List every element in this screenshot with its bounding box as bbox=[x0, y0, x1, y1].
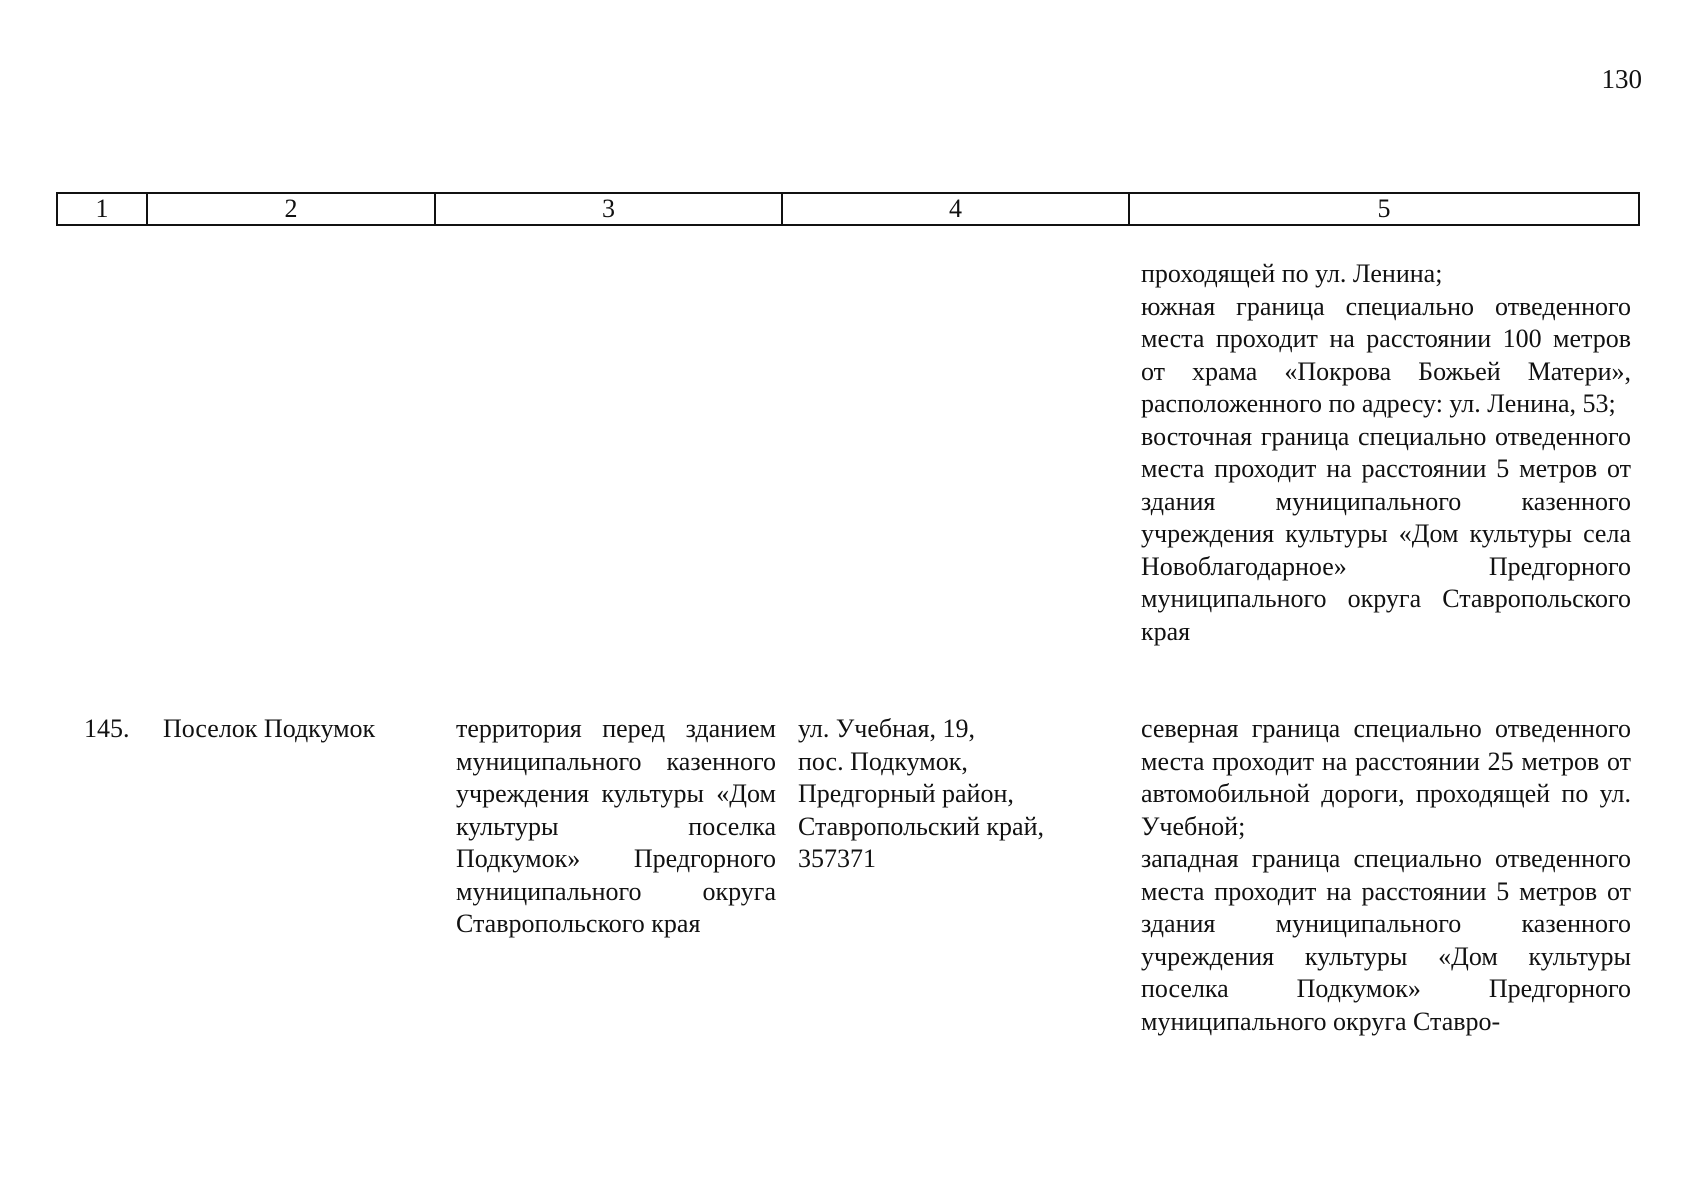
boundary-paragraph: северная граница специально отведенного места проходит на расстоянии 25 метров от автомобильной дороги, проходящей по ул. Учебной; bbox=[1141, 714, 1631, 841]
page-number: 130 bbox=[1601, 64, 1642, 94]
address: ул. Учебная, 19, пос. Подкумок, Предгорный район, Ставропольский край, 357371 bbox=[798, 714, 1044, 873]
settlement-name: Поселок Подкумок bbox=[163, 714, 376, 743]
column-header-2: 2 bbox=[148, 194, 436, 224]
table-header bbox=[56, 192, 1640, 226]
column-header-5: 5 bbox=[1377, 194, 1391, 223]
boundary-paragraph: южная граница специально отведенного места проходит на расстоянии 100 метров от храма «Покрова Божьей Матери», расположенного по адресу: ул. Ленина, 53; bbox=[1141, 291, 1631, 418]
boundary-paragraph: проходящей по ул. Ленина; bbox=[1141, 259, 1443, 288]
boundary-paragraph: восточная граница специально отведенного места проходит на расстоянии 5 метров от здания муниципального казенного учреждения культуры «Дом культуры села Новоблагодарное» Предгорного муниципального округа Ставропольского края bbox=[1141, 421, 1631, 646]
boundary-paragraph: западная граница специально отведенного места проходит на расстоянии 5 метров от здания муниципального казенного учреждения культуры «Дом культуры поселка Подкумок» Предгорного муниципального округа Ставро- bbox=[1141, 844, 1631, 1036]
entry-number: 145. bbox=[84, 714, 130, 743]
boundary-description bbox=[1141, 713, 1631, 1038]
territory-text: территория перед зданием муниципального казенного учреждения культуры «Дом культуры поселка Подкумок» Предгорного муниципального округа Ставропольского края bbox=[456, 714, 776, 938]
column-header-3: 3 bbox=[436, 194, 783, 224]
column-header-1: 1 bbox=[58, 194, 148, 224]
column-header-4: 4 bbox=[783, 194, 1130, 224]
continued-boundary-description bbox=[1141, 258, 1631, 648]
territory-description bbox=[456, 713, 776, 941]
